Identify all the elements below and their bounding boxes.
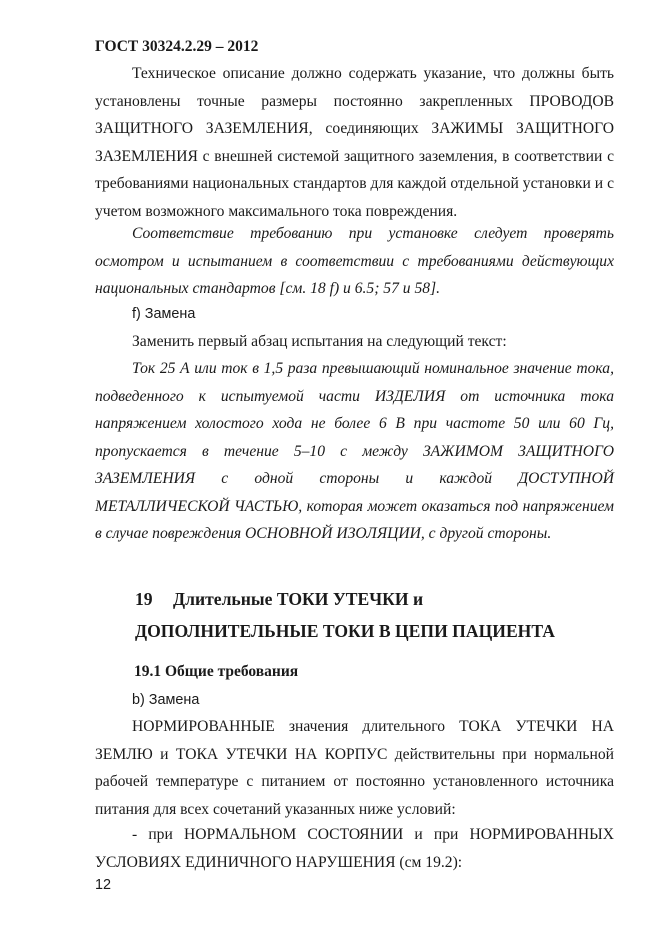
section-title: Длительные ТОКИ УТЕЧКИ и ДОПОЛНИТЕЛЬНЫЕ ТОКИ В ЦЕПИ ПАЦИЕНТА [135,589,555,641]
section-number: 19 [135,589,153,609]
section-heading [135,583,605,647]
paragraph-replace-instruction: Заменить первый абзац испытания на следующий текст: [132,333,507,350]
paragraph-replacement-b: b) Замена [132,692,200,708]
document-header: ГОСТ 30324.2.29 – 2012 [95,38,259,55]
paragraph-compliance-check: Соответствие требованию при установке следует проверять осмотром и испытанием в соответствии с требованиями действующих национальных стандартов [см. 18 f) и 6.5; 57 и 58]. [95,225,614,297]
page-number: 12 [95,877,112,893]
paragraph-technical-description: Техническое описание должно содержать указание, что должны быть установлены точные размеры постоянно закрепленных ПРОВОДОВ ЗАЩИТНОГО ЗАЗЕМЛЕНИЯ, соединяющих ЗАЖИМЫ ЗАЩИТНОГО ЗАЗЕМЛЕНИЯ с внешней системой защитного заземления, в соответствии с требованиями национальных стандартов для каждой отдельной установки и с учетом возможного максимального тока повреждения. [95,65,614,220]
paragraph-test-procedure: Ток 25 А или ток в 1,5 раза превышающий номинальное значение тока, подведенного к испытуемой части ИЗДЕЛИЯ от источника тока напряжением холостого хода не более 6 В при частоте 50 или 60 Гц, пропускается в течение 5–10 с между ЗАЖИМОМ ЗАЩИТНОГО ЗАЗЕМЛЕНИЯ с одной стороны и каждой ДОСТУПНОЙ МЕТАЛЛИЧЕСКОЙ ЧАСТЬЮ, которая может оказаться под напряжением в случае повреждения ОСНОВНОЙ ИЗОЛЯЦИИ, с другой стороны. [95,360,614,542]
paragraph-replacement-f: f) Замена [132,306,196,322]
list-item-normal-condition: - при НОРМАЛЬНОМ СОСТОЯНИИ и при НОРМИРОВАННЫХ УСЛОВИЯХ ЕДИНИЧНОГО НАРУШЕНИЯ (см 19.2): [95,826,614,871]
paragraph-leakage-current: НОРМИРОВАННЫЕ значения длительного ТОКА УТЕЧКИ НА ЗЕМЛЮ и ТОКА УТЕЧКИ НА КОРПУС действительны при нормальной рабочей температуре с питанием от постоянно установленного источника питания для всех сочетаний указанных ниже условий: [95,718,614,818]
subsection-heading: 19.1 Общие требования [134,663,299,680]
